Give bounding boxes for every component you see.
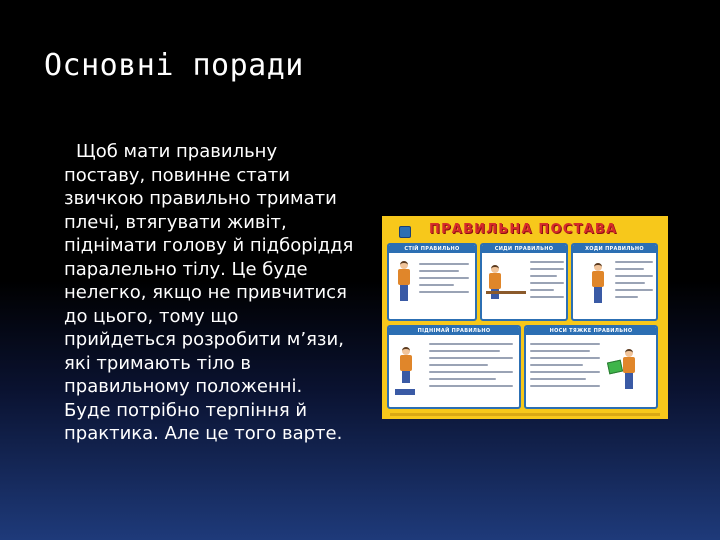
carrying-figure-icon xyxy=(622,349,636,389)
posture-poster-image xyxy=(382,216,668,419)
poster-footer xyxy=(390,413,660,416)
poster-bullets xyxy=(419,263,469,298)
poster-panel-stand xyxy=(387,243,477,321)
poster-bullets xyxy=(530,343,600,392)
poster-panel-carry xyxy=(524,325,658,409)
poster-bullets xyxy=(429,343,513,392)
book-icon xyxy=(607,360,623,375)
standing-figure-icon xyxy=(397,261,411,301)
poster-panel-lift xyxy=(387,325,521,409)
box-icon xyxy=(395,389,415,395)
lifting-figure-icon xyxy=(399,347,413,381)
poster-grid xyxy=(387,243,663,411)
poster-panel-label: СТІЙ ПРАВИЛЬНО xyxy=(389,245,475,253)
poster-panel-label: ПІДНІМАЙ ПРАВИЛЬНО xyxy=(389,327,519,335)
poster-bullets xyxy=(615,261,653,303)
poster-title: ПРАВИЛЬНА ПОСТАВА xyxy=(429,222,618,237)
desk-icon xyxy=(486,291,526,294)
poster-panel-label: ХОДИ ПРАВИЛЬНО xyxy=(573,245,656,253)
poster-logo-icon xyxy=(399,226,411,238)
poster-panel-sit xyxy=(480,243,568,321)
poster-header xyxy=(387,220,663,240)
poster-panel-label: НОСИ ТЯЖКЕ ПРАВИЛЬНО xyxy=(526,327,656,335)
slide-title: Основні поради xyxy=(44,48,304,83)
walking-figure-icon xyxy=(591,263,605,303)
poster-panel-label: СИДИ ПРАВИЛЬНО xyxy=(482,245,566,253)
poster-panel-walk xyxy=(571,243,658,321)
slide-body-text: Щоб мати правильну поставу, повинне стати звичкою правильно тримати плечі, втягувати живіт, піднімати голову й підборіддя паралельно тілу. Це буде нелегко, якщо не привчитися до цього, тому що прийдеться розробити м’язи, які тримають тіло в правильному положенні. Буде потрібно терпіння й практика. Але це того варте. xyxy=(64,141,354,444)
poster-bullets xyxy=(530,261,564,303)
